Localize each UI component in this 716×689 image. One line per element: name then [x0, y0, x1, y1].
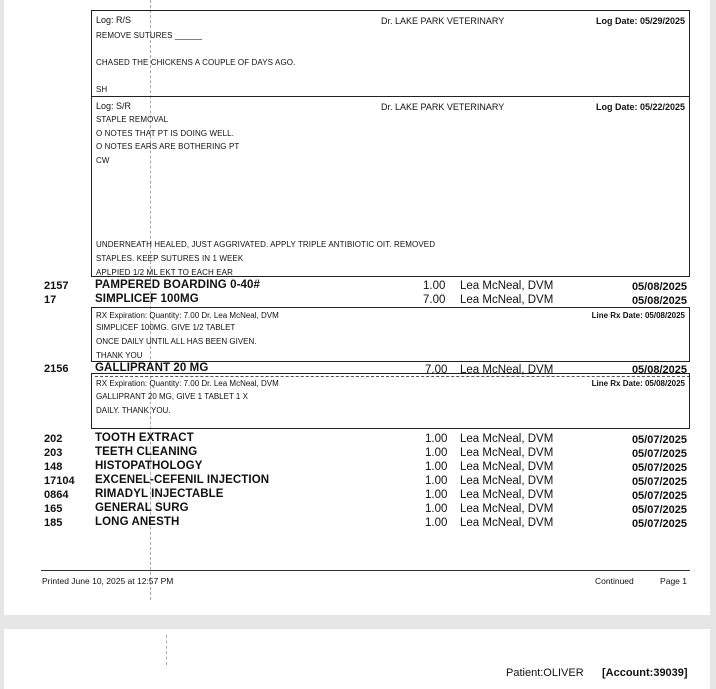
item-code: 203: [44, 447, 63, 459]
printed-timestamp: Printed June 10, 2025 at 12:57 PM: [42, 576, 174, 586]
page-sheet: [4, 0, 710, 615]
rx-line-date: Line Rx Date: 05/08/2025: [591, 311, 685, 320]
log-line: APLPIED 1/2 ML EKT TO EACH EAR: [96, 268, 233, 277]
log-line: O NOTES EARS ARE BOTHERING PT: [96, 142, 240, 151]
item-name: EXCENEL-CEFENIL INJECTION: [95, 474, 270, 486]
page-number: Page 1: [660, 576, 687, 586]
item-date: 05/07/2025: [631, 490, 687, 502]
log-type: Log: R/S: [96, 15, 132, 25]
item-doctor: Lea McNeal, DVM: [460, 433, 554, 445]
item-date: 05/07/2025: [631, 448, 687, 460]
item-doctor: Lea McNeal, DVM: [460, 489, 554, 501]
item-doctor: Lea McNeal, DVM: [460, 475, 554, 487]
log-entry-rs: [91, 10, 690, 97]
log-line: CW: [96, 156, 110, 165]
item-qty: 1.00: [425, 517, 448, 529]
item-qty: 7.00: [425, 364, 448, 376]
item-name: TEETH CLEANING: [95, 446, 198, 458]
item-doctor: Lea McNeal, DVM: [460, 503, 554, 515]
rx-header: RX Expiration: Quantity: 7.00 Dr. Lea McNeal, DVM: [96, 379, 279, 388]
item-name: PAMPERED BOARDING 0-40#: [95, 279, 261, 291]
item-name: LONG ANESTH: [95, 516, 180, 528]
item-code: 2157: [44, 280, 69, 292]
log-line: STAPLES. KEEP SUTURES IN 1 WEEK: [96, 254, 244, 263]
log-doctor: Dr. LAKE PARK VETERINARY: [381, 16, 505, 26]
item-date: 05/08/2025: [631, 295, 687, 307]
item-code: 17: [44, 294, 57, 306]
item-name: SIMPLICEF 100MG: [95, 293, 199, 305]
item-date: 05/07/2025: [631, 476, 687, 488]
log-date: Log Date: 05/22/2025: [595, 102, 685, 112]
log-line: O NOTES THAT PT IS DOING WELL.: [96, 129, 234, 138]
item-date: 05/07/2025: [631, 504, 687, 516]
item-code: 148: [44, 461, 63, 473]
log-date: Log Date: 05/29/2025: [595, 16, 685, 26]
continued-label: Continued: [595, 576, 634, 586]
item-qty: 7.00: [423, 294, 446, 306]
item-date: 05/07/2025: [631, 518, 687, 530]
rx-line-date: Line Rx Date: 05/08/2025: [591, 379, 685, 388]
account-number: [Account:39039]: [602, 667, 688, 679]
rx-line: GALLIPRANT 20 MG, GIVE 1 TABLET 1 X: [96, 392, 248, 401]
rx-header: RX Expiration: Quantity: 7.00 Dr. Lea McNeal, DVM: [96, 311, 279, 320]
item-code: 2156: [44, 363, 69, 375]
item-qty: 1.00: [425, 447, 448, 459]
log-type: Log: S/R: [96, 101, 132, 111]
item-qty: 1.00: [425, 433, 448, 445]
patient-name: Patient:OLIVER: [506, 667, 584, 679]
item-doctor: Lea McNeal, DVM: [460, 447, 554, 459]
log-doctor: Dr. LAKE PARK VETERINARY: [381, 102, 505, 112]
item-qty: 1.00: [425, 461, 448, 473]
rx-line: THANK YOU: [96, 351, 143, 360]
item-name: GENERAL SURG: [95, 502, 189, 514]
next-page-sheet: [4, 629, 710, 689]
item-code: 185: [44, 517, 63, 529]
log-line: STAPLE REMOVAL: [96, 115, 169, 124]
item-doctor: Lea McNeal, DVM: [460, 294, 554, 306]
item-doctor: Lea McNeal, DVM: [460, 461, 554, 473]
item-doctor: Lea McNeal, DVM: [460, 280, 554, 292]
rx-line: ONCE DAILY UNTIL ALL HAS BEEN GIVEN.: [96, 337, 257, 346]
item-qty: 1.00: [425, 503, 448, 515]
log-line: SH: [96, 85, 108, 94]
item-name: GALLIPRANT 20 MG: [95, 362, 209, 374]
footer-rule: [41, 570, 690, 571]
rx-box-galliprant: [91, 373, 690, 429]
rx-line: DAILY. THANK YOU.: [96, 406, 171, 415]
item-qty: 1.00: [423, 280, 446, 292]
item-qty: 1.00: [425, 475, 448, 487]
log-entry-sr: [91, 96, 690, 277]
item-code: 0864: [44, 489, 69, 501]
log-line: REMOVE SUTURES ______: [96, 31, 203, 40]
item-doctor: Lea McNeal, DVM: [460, 364, 554, 376]
item-code: 165: [44, 503, 63, 515]
item-code: 17104: [44, 475, 75, 487]
item-date: 05/07/2025: [631, 462, 687, 474]
item-date: 05/07/2025: [631, 434, 687, 446]
rx-box-simplicef: [91, 307, 690, 362]
item-name: TOOTH EXTRACT: [95, 432, 194, 444]
item-qty: 1.00: [425, 489, 448, 501]
item-name: RIMADYL INJECTABLE: [95, 488, 224, 500]
item-date: 05/08/2025: [631, 364, 687, 376]
item-doctor: Lea McNeal, DVM: [460, 517, 554, 529]
item-date: 05/08/2025: [631, 281, 687, 293]
log-line: CHASED THE CHICKENS A COUPLE OF DAYS AGO.: [96, 58, 296, 67]
item-name: HISTOPATHOLOGY: [95, 460, 203, 472]
scan-line: [166, 635, 167, 665]
item-code: 202: [44, 433, 63, 445]
log-line: UNDERNEATH HEALED, JUST AGGRIVATED. APPLY TRIPLE ANTIBIOTIC OIT. REMOVED: [96, 240, 436, 249]
rx-line: SIMPLICEF 100MG. GIVE 1/2 TABLET: [96, 323, 236, 332]
